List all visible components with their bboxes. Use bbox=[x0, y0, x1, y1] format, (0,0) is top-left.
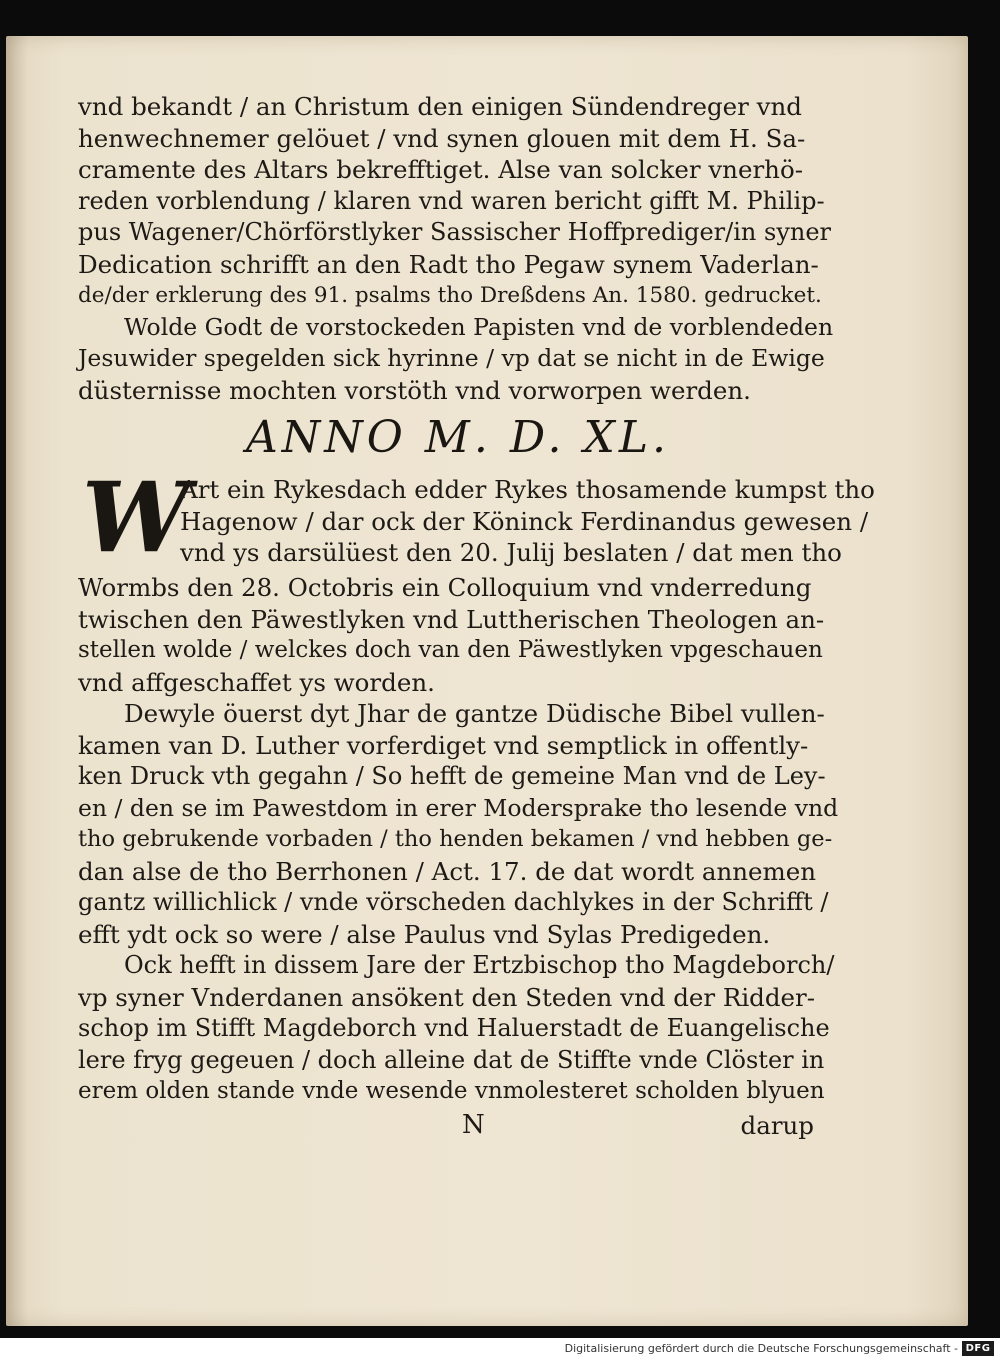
text-line: twischen den Päwestlyken vnd Luttherischen Theologen an- bbox=[78, 604, 825, 634]
funding-footer bbox=[0, 1338, 1000, 1360]
text-line: düsternisse mochten vorstöth vnd vorworpen werden. bbox=[78, 375, 751, 405]
drop-cap-lines bbox=[180, 474, 875, 569]
text-line: Art ein Rykesdach edder Rykes thosamende kumpst tho bbox=[180, 475, 875, 504]
text-line: reden vorblendung / klaren vnd waren bericht gifft M. Philip- bbox=[78, 186, 825, 215]
text-line: de/der erklerung des 91. psalms tho Dreßdens An. 1580. gedrucket. bbox=[78, 283, 822, 308]
book-page bbox=[6, 36, 968, 1326]
text-line: lere fryg gegeuen / doch alleine dat de Stiffte vnde Clöster in bbox=[78, 1045, 825, 1074]
text-line: Dewyle öuerst dyt Jhar de gantze Düdische Bibel vullen- bbox=[124, 699, 825, 728]
drop-cap-initial: W bbox=[82, 461, 190, 574]
text-line: tho gebrukende vorbaden / tho henden bekamen / vnd hebben ge- bbox=[78, 826, 833, 852]
text-line: gantz willichlick / vnde vörscheden dachlykes in der Schrifft / bbox=[78, 888, 829, 916]
funding-credit: Digitalisierung gefördert durch die Deutsche Forschungsgemeinschaft - bbox=[564, 1342, 958, 1355]
page-foot bbox=[78, 1108, 838, 1148]
text-line: henwechnemer gelöuet / vnd synen glouen mit dem H. Sa- bbox=[78, 123, 806, 153]
text-line: dan alse de tho Berrhonen / Act. 17. de dat wordt annemen bbox=[78, 856, 817, 886]
signature-mark: N bbox=[462, 1109, 485, 1140]
text-line: Ock hefft in dissem Jare der Ertzbischop tho Magdeborch/ bbox=[124, 951, 835, 979]
page-text bbox=[78, 91, 875, 1148]
text-line: vp syner Vnderdanen ansökent den Steden vnd der Ridder- bbox=[78, 982, 816, 1012]
text-line: kamen van D. Luther vorferdiget vnd semptlick in offently- bbox=[78, 730, 809, 760]
text-line: cramente des Altars bekrefftiget. Alse van solcker vnerhö- bbox=[78, 155, 803, 184]
initial-paragraph bbox=[78, 461, 875, 574]
text-line: vnd bekandt / an Christum den einigen Sündendreger vnd bbox=[78, 92, 802, 121]
text-line: vnd affgeschaffet ys worden. bbox=[78, 667, 435, 697]
text-line: schop im Stifft Magdeborch vnd Haluerstadt de Euangelische bbox=[78, 1014, 830, 1042]
text-line: Dedication schrifft an den Radt tho Pegaw synem Vaderlan- bbox=[78, 249, 819, 279]
catchword: darup bbox=[740, 1110, 814, 1140]
dfg-logo: DFG bbox=[962, 1341, 994, 1356]
text-line: Wolde Godt de vorstockeden Papisten vnd de vorblendeden bbox=[124, 312, 834, 341]
text-line: stellen wolde / welckes doch van den Päwestlyken vpgeschauen bbox=[78, 637, 823, 663]
text-line: Jesuwider spegelden sick hyrinne / vp dat se nicht in de Ewige bbox=[78, 344, 825, 372]
text-line: efft ydt ock so were / alse Paulus vnd Sylas Predigeden. bbox=[78, 919, 771, 949]
text-line: Hagenow / dar ock der Köninck Ferdinandus gewesen / bbox=[180, 506, 869, 536]
text-line: en / den se im Pawestdom in erer Modersprake tho lesende vnd bbox=[78, 793, 839, 822]
text-line: Wormbs den 28. Octobris ein Colloquium vnd vnderredung bbox=[78, 573, 812, 602]
text-line: erem olden stande vnde wesende vnmolesteret scholden blyuen bbox=[78, 1078, 825, 1104]
text-line: ken Druck vth gegahn / So hefft de gemeine Man vnd de Ley- bbox=[78, 762, 826, 790]
year-heading: ANNO M. D. XL. bbox=[245, 412, 671, 463]
text-line: vnd ys darsülüest den 20. Julij beslaten / dat men tho bbox=[180, 538, 842, 567]
text-line: pus Wagener/Chörförstlyker Sassischer Hoffprediger/in syner bbox=[78, 218, 832, 246]
